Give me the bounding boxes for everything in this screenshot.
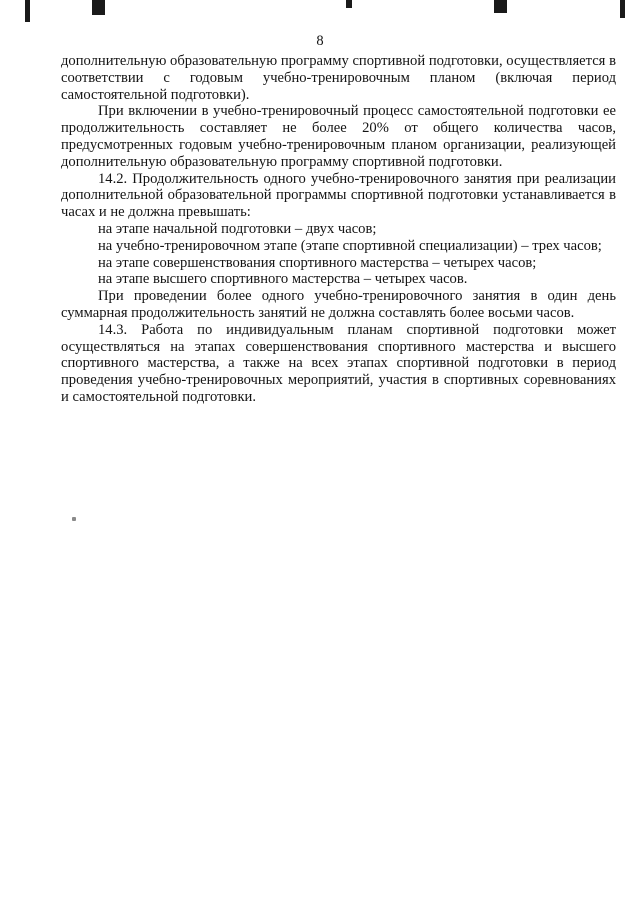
scan-artifact	[25, 0, 30, 22]
document-body	[61, 53, 616, 406]
list-item-paragraph: на этапе начальной подготовки – двух часов;	[98, 220, 377, 237]
paragraph: дополнительную образовательную программу спортивной подготовки, осуществляется в соответствии с годовым учебно-тренировочным планом (включая период самостоятельной подготовки).	[61, 53, 616, 103]
paragraph: 14.3. Работа по индивидуальным планам спортивной подготовки может осуществляться на этапах совершенствования спортивного мастерства и высшего спортивного мастерства, а также на всех этапах спортивной подготовки в период проведения учебно-тренировочных мероприятий, участия в спортивных соревнованиях и самостоятельной подготовки.	[61, 321, 616, 405]
paragraph: При проведении более одного учебно-тренировочного занятия в один день суммарная продолжительность занятий не должна составлять более восьми часов.	[61, 288, 616, 321]
scan-artifact	[620, 0, 625, 18]
page-number: 8	[316, 33, 324, 49]
list-item-paragraph: на этапе высшего спортивного мастерства – четырех часов.	[98, 271, 468, 288]
list-item-paragraph: на этапе совершенствования спортивного мастерства – четырех часов;	[98, 254, 537, 271]
scan-speck	[72, 517, 76, 521]
paragraph: При включении в учебно-тренировочный процесс самостоятельной подготовки ее продолжительность составляет не более 20% от общего количества часов, предусмотренных годовым учебно-тренировочным планом организации, реализующей дополнительную образовательную программу спортивной подготовки.	[61, 103, 616, 170]
paragraph: 14.2. Продолжительность одного учебно-тренировочного занятия при реализации дополнительной образовательной программы спортивной подготовки устанавливается в часах и не должна превышать:	[61, 170, 616, 221]
scan-artifact	[346, 0, 352, 8]
list-item-paragraph: на учебно-тренировочном этапе (этапе спортивной специализации) – трех часов;	[98, 237, 602, 254]
scan-artifact	[92, 0, 105, 15]
scan-artifact	[494, 0, 507, 13]
